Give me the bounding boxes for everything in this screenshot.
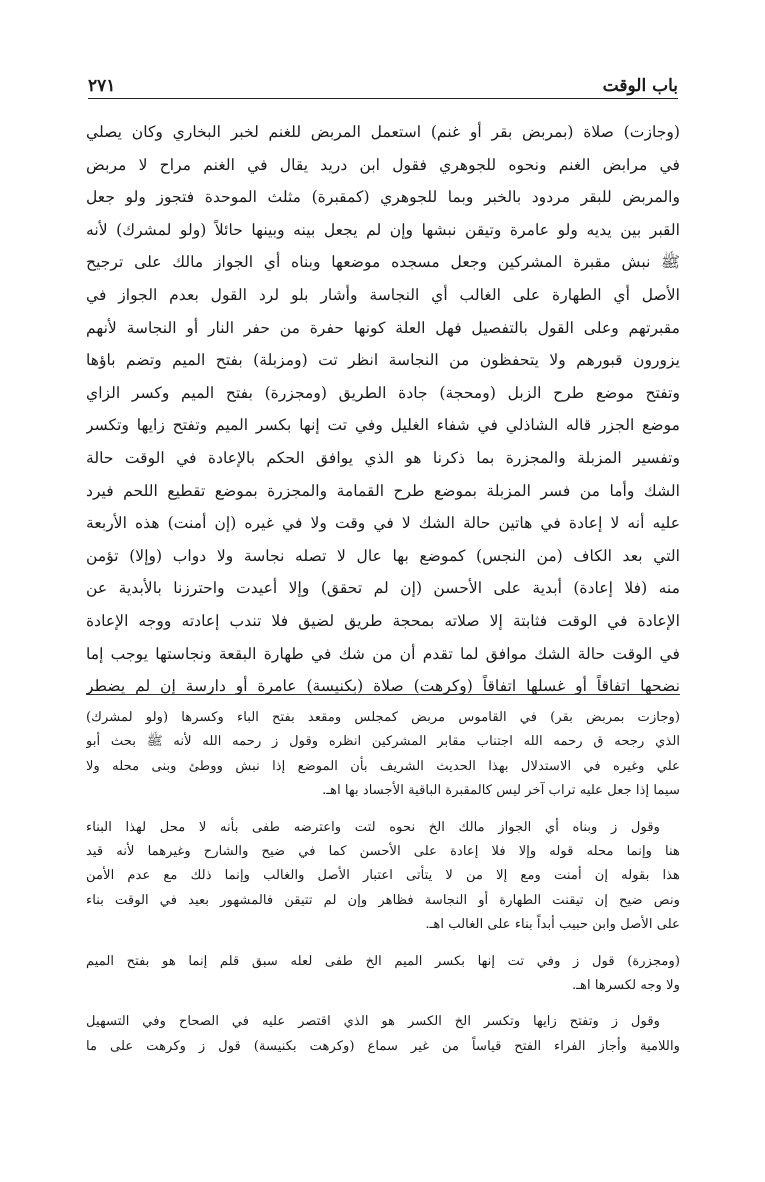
page-header	[88, 76, 678, 104]
main-text	[86, 116, 680, 703]
main-text-line: والمربض للبقر مردود بالخبر وبما للجوهري (كمقبرة) مثلث الموحدة فتجوز ولو جعل	[86, 188, 680, 207]
main-text-line: في مرابض الغنم ونحوه للجوهري فقول ابن دريد يقال في الغنم مراح لا مربض	[86, 155, 680, 174]
main-text-line: مقبرتهم وعلى القول بالتفصيل فهل العلة كونها حفرة من حفر النار أو النجاسة لأنهم	[86, 318, 680, 337]
footnote-line: وقول ز وتفتح زايها وتكسر الخ الكسر هو الذي اقتصر عليه في الصحاح وفي التسهيل	[86, 1014, 660, 1030]
main-text-line: القبر بين يديه ولو عامرة وتيقن نبشها وإن لم يجعل بينه وبينها حائلاً (ولو لمشرك) لأنه	[86, 220, 680, 239]
footnote	[86, 1010, 680, 1059]
footnote	[86, 706, 680, 804]
footnote-line: هنا وإنما محله قوله وإلا فلا إعادة على الأحسن كما في ضيح والشارح وغيرهما لأنه قيد	[86, 843, 680, 859]
main-text-line: يزورون قبورهم ولا يتحفظون من النجاسة انظر تت (ومزبلة) بفتح الميم وتضم باؤها	[86, 351, 680, 370]
main-text-line: وتفتح موضع طرح الزبل (ومحجة) جادة الطريق (ومجزرة) بفتح الميم وكسر الزاي	[86, 383, 680, 402]
footnotes	[86, 706, 680, 1071]
main-text-line: ﷺ نبش مقبرة المشركين وجعل مسجده موضعها وبناه أي الجواز مالك على ترجيح	[86, 253, 680, 272]
footnote-line: علي وغيره في الاستدلال بهذا الحديث الشريف بأن الموضع إذا نبش ووطئ وبنى محله ولا	[86, 758, 680, 774]
main-text-line: التي بعد الكاف (من النجس) كموضع بها عال لا تصله نجاسة ولا دواب (وإلا) تؤمن	[86, 546, 680, 565]
footnote-line: على الأصل وابن حبيب أبداً بناء على الغالب اهـ.	[425, 917, 680, 933]
main-text-line: الأصل أي الطهارة على الغالب أي النجاسة وأشار بلو لرد القول بعدم الجواز في	[86, 285, 680, 304]
footnote-line: سيما إذا جعل عليه تراب آخر ليس كالمقبرة الباقية الأجساد بها اهـ.	[322, 783, 680, 799]
footnote-line: (وجازت بمربض بقر) في القاموس مربض كمجلس ومقعد بفتح الباء وكسرها (ولو لمشرك)	[86, 710, 680, 725]
main-text-line: موضع الجزر قاله الشاذلي في شفاء الغليل وفي تت إنها بكسر الميم وتفتح زايها وتكسر	[86, 416, 680, 435]
main-text-line: الإعادة في الوقت فثابتة إلا صلاته بمحجة طريق لضيق فلا تندب إعادته ووجه الإعادة	[86, 611, 680, 630]
footnote-line: ولا وجه لكسرها اهـ.	[571, 977, 680, 993]
footnote	[86, 816, 680, 938]
footnote-divider	[86, 694, 680, 695]
main-text-line: منه (فلا إعادة) أبدية على الأحسن (إن لم تحقق) وإلا أعيدت واحترزنا بالأبدية عن	[86, 579, 680, 598]
page-number: ٢٧١	[88, 76, 116, 96]
footnote-line: واللامية وأجاز الفراء الفتح قياساً من غير سماع (وكرهت بكنيسة) قول ز وكرهت على ما	[86, 1038, 680, 1054]
main-text-line: عليه أنه لا إعادة في هاتين حالة الشك لا في وقت ولا في غيره (إن أمنت) هذه الأربعة	[86, 514, 680, 533]
chapter-title: باب الوقت	[602, 76, 678, 96]
main-text-line: في الوقت حالة الشك موافق لما تقدم أن من شك في طهارة البقعة ونجاستها يوجب إما	[86, 644, 680, 663]
footnote-line: هذا بقوله إن أمنت ومع إلا من لا يتأتى اعتبار الأصل والغالب وإنما ذلك مع عدم الأمن	[86, 868, 680, 884]
footnote-line: وقول ز وبناه أي الجواز مالك الخ نحوه لتت واعترضه طفى بأنه لا محل لهذا البناء	[86, 819, 660, 835]
footnote-line: (ومجزرة) قول ز وفي تت إنها بكسر الميم الخ طفى لعله سبق قلم إنما هو بفتح الميم	[86, 953, 680, 969]
footnote	[86, 950, 680, 999]
main-text-line: وتفسير المزبلة والمجزرة بما ذكرنا هو الذي يوافق الحكم بالإعادة في الوقت حالة	[86, 448, 680, 467]
header-rule	[88, 98, 678, 99]
main-text-line: الشك وأما من فسر المزبلة بموضع طرح القمامة والمجزرة بموضع تقطيع اللحم فيرد	[86, 481, 680, 500]
footnote-line: ونص ضيح إن تيقنت الطهارة أو النجاسة فظاهر وإن لم تتيقن فالمشهور بعيد في الوقت بناء	[86, 892, 680, 908]
main-text-line: (وجازت) صلاة (بمربض بقر أو غنم) استعمل المربض للغنم لخبر البخاري وكان يصلي	[86, 123, 680, 141]
main-text-line: نضحها اتفاقاً أو غسلها اتفاقاً (وكرهت) صلاة (بكنيسة) عامرة أو دارسة إن لم يضطر	[86, 677, 680, 696]
footnote-line: الذي رجحه ق رحمه الله اجتناب مقابر المشركين انظره وقول ز رحمه الله لأنه ﷺ بحث أبو	[86, 734, 680, 750]
